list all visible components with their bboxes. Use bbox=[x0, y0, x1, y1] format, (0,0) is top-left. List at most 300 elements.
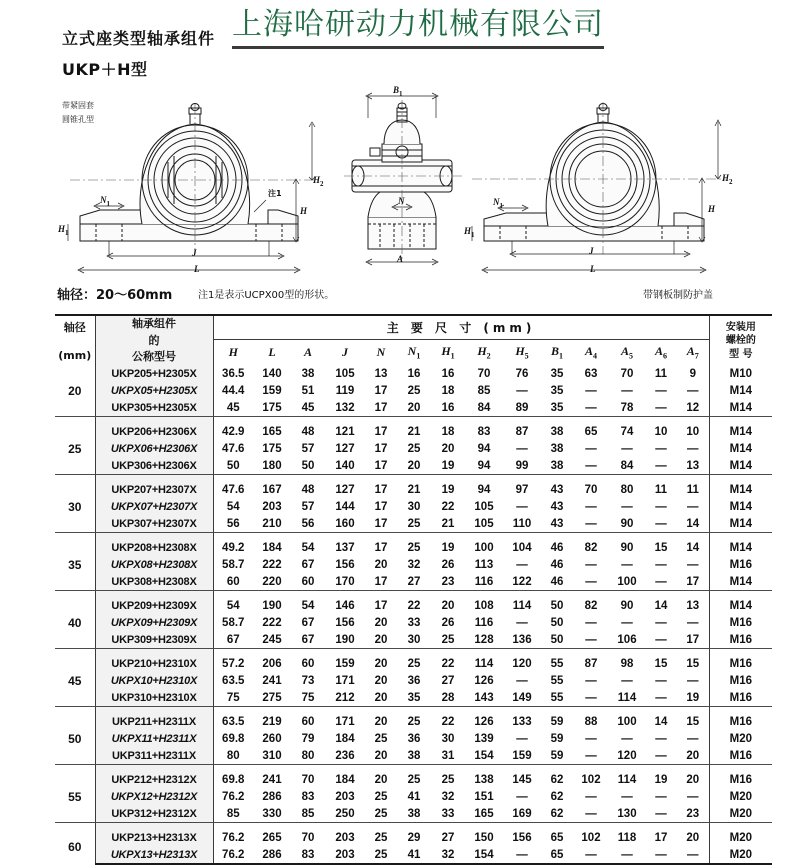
cell-dimension: 190 bbox=[325, 632, 365, 649]
cell-dimension: 14 bbox=[677, 516, 709, 533]
cell-dimension: 159 bbox=[335, 658, 355, 670]
cell-dimension: 250 bbox=[325, 806, 365, 823]
cell-dimension: 245 bbox=[253, 632, 291, 649]
cell-dimension: 150 bbox=[474, 832, 494, 844]
cell-dimension: 76.2 bbox=[213, 847, 253, 864]
header-shaft-dia-label: 轴径 bbox=[63, 321, 86, 335]
cell-bolt-size: M16 bbox=[709, 632, 772, 649]
cell-dimension: 63.5 bbox=[222, 675, 245, 687]
cell-dimension: 85 bbox=[477, 385, 491, 397]
cell-dimension: — bbox=[585, 617, 597, 629]
cell-dimension: 171 bbox=[335, 675, 355, 687]
table-row bbox=[55, 574, 772, 591]
cell-dimension: 88 bbox=[584, 716, 598, 728]
cell-dimension: — bbox=[516, 675, 528, 687]
cell-dimension: 27 bbox=[441, 832, 455, 844]
side-view-drawing bbox=[340, 84, 480, 284]
page-title bbox=[62, 26, 215, 80]
table-row bbox=[55, 557, 772, 574]
cell-bolt-size: M20 bbox=[729, 733, 753, 745]
cell-dimension: 54 bbox=[226, 600, 240, 612]
cell-dimension: 20 bbox=[374, 559, 388, 571]
cell-bolt-size: M20 bbox=[729, 832, 753, 844]
cell-dimension: 94 bbox=[477, 443, 491, 455]
cell-dimension: 78 bbox=[609, 400, 645, 417]
cell-dimension: 43 bbox=[541, 516, 573, 533]
header-sym-H: H bbox=[228, 345, 238, 359]
cell-dimension: 17 bbox=[365, 400, 397, 417]
cell-dimension: — bbox=[645, 748, 677, 765]
header-sym-A7: $A_7$ bbox=[677, 339, 709, 366]
cell-dimension: — bbox=[677, 615, 709, 632]
cell-dimension: 25 bbox=[374, 791, 388, 803]
cell-dimension: 41 bbox=[407, 791, 421, 803]
cell-dimension: — bbox=[655, 617, 667, 629]
header-sym-N1: $N_1$ bbox=[407, 344, 421, 361]
cell-dimension: 203 bbox=[335, 832, 355, 844]
cell-dimension: 286 bbox=[262, 791, 282, 803]
table-row bbox=[55, 441, 772, 458]
cell-shaft-diameter: 60 bbox=[55, 830, 95, 864]
cell-dimension: 13 bbox=[677, 598, 709, 615]
cell-dimension: 33 bbox=[407, 617, 421, 629]
cell-dimension: — bbox=[677, 499, 709, 516]
cell-dimension: 14 bbox=[677, 540, 709, 557]
cell-dimension: 21 bbox=[407, 426, 421, 438]
cell-dimension: 35 bbox=[550, 368, 564, 380]
cell-dimension: 30 bbox=[397, 632, 431, 649]
cell-dimension: 17 bbox=[677, 574, 709, 591]
header-shaft-dia bbox=[55, 315, 95, 366]
cell-dimension: 26 bbox=[441, 559, 455, 571]
cell-dimension: 330 bbox=[253, 806, 291, 823]
cell-dimension: — bbox=[621, 791, 633, 803]
cell-dimension: 222 bbox=[262, 617, 282, 629]
cell-dimension: 121 bbox=[335, 426, 355, 438]
cell-dimension: — bbox=[621, 559, 633, 571]
cell-dimension: 275 bbox=[253, 690, 291, 707]
header-bolt-l2: 螺栓的 bbox=[725, 335, 756, 346]
cell-dimension: — bbox=[645, 400, 677, 417]
cell-dimension: 32 bbox=[431, 847, 465, 864]
cell-model-designation: UKPX09+H2309X bbox=[95, 615, 213, 632]
cell-dimension: — bbox=[573, 690, 609, 707]
cell-dimension: 85 bbox=[213, 806, 253, 823]
cell-dimension: 17 bbox=[374, 501, 388, 513]
cell-shaft-diameter: 55 bbox=[55, 772, 95, 823]
cell-dimension: 58.7 bbox=[222, 559, 245, 571]
cell-dimension: 11 bbox=[654, 368, 668, 380]
cell-model-designation: UKP205+H2305X bbox=[95, 366, 213, 383]
cell-dimension: 43 bbox=[550, 501, 564, 513]
cell-dimension: 156 bbox=[335, 617, 355, 629]
cell-model-designation: UKPX11+H2311X bbox=[95, 731, 213, 748]
dim-label-J-front: J bbox=[192, 248, 197, 258]
cell-dimension: — bbox=[645, 632, 677, 649]
cell-dimension: — bbox=[677, 557, 709, 574]
cell-dimension: 212 bbox=[325, 690, 365, 707]
cell-dimension: — bbox=[585, 501, 597, 513]
cell-model-designation: UKP305+H2305X bbox=[95, 400, 213, 417]
cell-bolt-size: M14 bbox=[729, 501, 753, 513]
cell-dimension: 62 bbox=[550, 774, 564, 786]
header-sym-A5: $A_5$ bbox=[620, 344, 633, 361]
cell-dimension: — bbox=[516, 791, 528, 803]
cell-dimension: 67 bbox=[301, 559, 315, 571]
cell-dimension: 47.6 bbox=[222, 443, 245, 455]
cell-dimension: 184 bbox=[335, 774, 355, 786]
cell-dimension: 29 bbox=[407, 832, 421, 844]
cell-dimension: 70 bbox=[477, 368, 491, 380]
cell-dimension: — bbox=[677, 673, 709, 690]
header-main-dimensions: 主 要 尺 寸 (mm) bbox=[213, 315, 709, 339]
cell-shaft-diameter: 50 bbox=[55, 714, 95, 765]
header-sym-A: A bbox=[303, 345, 312, 359]
cell-dimension: 94 bbox=[465, 458, 503, 475]
cell-dimension: 110 bbox=[503, 516, 541, 533]
cell-dimension: 70 bbox=[301, 832, 315, 844]
cell-dimension: 156 bbox=[335, 559, 355, 571]
cell-dimension: 51 bbox=[301, 385, 315, 397]
cell-dimension: 76.2 bbox=[222, 832, 245, 844]
cell-bolt-size: M20 bbox=[709, 806, 772, 823]
cell-dimension: — bbox=[573, 516, 609, 533]
cell-dimension: 17 bbox=[374, 385, 388, 397]
cell-dimension: 116 bbox=[465, 574, 503, 591]
cell-dimension: 19 bbox=[441, 484, 455, 496]
cell-dimension: 25 bbox=[407, 716, 421, 728]
cell-dimension: 48 bbox=[301, 484, 315, 496]
cell-dimension: 100 bbox=[474, 542, 494, 554]
cell-dimension: 38 bbox=[301, 368, 315, 380]
cell-dimension: 100 bbox=[609, 574, 645, 591]
cell-dimension: 149 bbox=[503, 690, 541, 707]
cell-dimension: 94 bbox=[477, 484, 491, 496]
cell-dimension: — bbox=[645, 574, 677, 591]
cell-dimension: 25 bbox=[365, 847, 397, 864]
group-spacer bbox=[55, 591, 772, 598]
cell-dimension: 82 bbox=[584, 600, 598, 612]
header-model-l1: 轴承组件 bbox=[132, 317, 176, 330]
technical-drawings bbox=[0, 84, 800, 284]
cell-dimension: 20 bbox=[441, 600, 455, 612]
dim-label-H1-front: $H_1$ bbox=[58, 224, 69, 237]
cell-dimension: 89 bbox=[503, 400, 541, 417]
cell-dimension: 74 bbox=[620, 426, 634, 438]
cell-bolt-size: M14 bbox=[729, 484, 753, 496]
cell-dimension: 54 bbox=[226, 501, 240, 513]
cell-model-designation: UKP306+H2306X bbox=[95, 458, 213, 475]
group-spacer bbox=[55, 823, 772, 830]
table-row bbox=[55, 383, 772, 400]
cell-dimension: 20 bbox=[677, 748, 709, 765]
cell-dimension: 100 bbox=[617, 716, 637, 728]
cell-dimension: 102 bbox=[581, 832, 601, 844]
cell-dimension: 159 bbox=[262, 385, 282, 397]
cell-bolt-size: M16 bbox=[729, 658, 753, 670]
cell-dimension: 83 bbox=[477, 426, 491, 438]
cell-dimension: — bbox=[677, 441, 709, 458]
cell-dimension: 25 bbox=[407, 658, 421, 670]
cell-dimension: 44.4 bbox=[222, 385, 245, 397]
cell-dimension: 80 bbox=[620, 484, 634, 496]
table-row bbox=[55, 400, 772, 417]
cell-model-designation: UKP309+H2309X bbox=[95, 632, 213, 649]
cell-dimension: 17 bbox=[654, 832, 668, 844]
cell-dimension: 220 bbox=[253, 574, 291, 591]
cell-dimension: — bbox=[655, 501, 667, 513]
cell-model-designation: UKP206+H2306X bbox=[95, 424, 213, 441]
cell-dimension: 25 bbox=[374, 733, 388, 745]
cell-dimension: 76.2 bbox=[222, 791, 245, 803]
cell-dimension: 67 bbox=[213, 632, 253, 649]
cell-dimension: 120 bbox=[609, 748, 645, 765]
cell-model-designation: UKP213+H2313X bbox=[95, 830, 213, 847]
cell-dimension: 146 bbox=[335, 600, 355, 612]
cell-dimension: 17 bbox=[365, 574, 397, 591]
cell-dimension: 46 bbox=[541, 574, 573, 591]
cell-dimension: 25 bbox=[407, 443, 421, 455]
cell-dimension: 20 bbox=[374, 716, 388, 728]
cell-dimension: 20 bbox=[441, 443, 455, 455]
cell-dimension: 18 bbox=[441, 426, 455, 438]
cell-dimension: 87 bbox=[515, 426, 529, 438]
cell-dimension: 12 bbox=[677, 400, 709, 417]
cell-dimension: 139 bbox=[474, 733, 494, 745]
cell-shaft-diameter: 25 bbox=[55, 424, 95, 475]
dim-label-H2-cover: $H_2$ bbox=[722, 173, 733, 186]
table-row bbox=[55, 632, 772, 649]
cell-dimension: 23 bbox=[677, 806, 709, 823]
cell-dimension: — bbox=[645, 516, 677, 533]
cell-dimension: 21 bbox=[407, 484, 421, 496]
cell-dimension: — bbox=[677, 789, 709, 806]
header-sym-H2: $H_2$ bbox=[477, 344, 491, 361]
cell-dimension: — bbox=[645, 458, 677, 475]
cell-bolt-size: M14 bbox=[709, 516, 772, 533]
cell-model-designation: UKP307+H2307X bbox=[95, 516, 213, 533]
cell-dimension: 167 bbox=[262, 484, 282, 496]
cell-model-designation: UKPX10+H2310X bbox=[95, 673, 213, 690]
cell-model-designation: UKP208+H2308X bbox=[95, 540, 213, 557]
cell-dimension: 105 bbox=[474, 501, 494, 513]
cell-dimension: 17 bbox=[365, 516, 397, 533]
group-spacer bbox=[55, 649, 772, 656]
cell-dimension: 90 bbox=[620, 542, 634, 554]
cell-dimension: 25 bbox=[365, 806, 397, 823]
cell-dimension: 25 bbox=[431, 632, 465, 649]
cell-bolt-size: M16 bbox=[709, 690, 772, 707]
cell-dimension: 140 bbox=[262, 368, 282, 380]
table-row bbox=[55, 366, 772, 383]
cell-bolt-size: M16 bbox=[729, 675, 753, 687]
cell-dimension: 114 bbox=[512, 600, 532, 612]
cell-dimension: 83 bbox=[291, 847, 325, 864]
cell-dimension: 25 bbox=[441, 774, 455, 786]
cell-dimension: 60 bbox=[301, 716, 315, 728]
cell-dimension: — bbox=[677, 731, 709, 748]
cell-dimension: 104 bbox=[512, 542, 532, 554]
table-row bbox=[55, 847, 772, 864]
dim-label-H1-cover: $H_1$ bbox=[464, 226, 475, 239]
cell-dimension: 58.7 bbox=[222, 617, 245, 629]
cell-dimension: 50 bbox=[541, 632, 573, 649]
cell-dimension: — bbox=[573, 632, 609, 649]
cell-dimension: 20 bbox=[374, 774, 388, 786]
cell-model-designation: UKPX08+H2308X bbox=[95, 557, 213, 574]
drawing-note-taper-bore: 圆锥孔型 bbox=[62, 115, 94, 124]
cell-model-designation: UKP308+H2308X bbox=[95, 574, 213, 591]
table-row bbox=[55, 714, 772, 731]
cell-dimension: 30 bbox=[441, 733, 455, 745]
header-model-l3: 公称型号 bbox=[132, 350, 176, 363]
cell-dimension: 63.5 bbox=[222, 716, 245, 728]
table-row bbox=[55, 772, 772, 789]
cell-dimension: 175 bbox=[262, 443, 282, 455]
group-spacer bbox=[55, 417, 772, 424]
cell-dimension: 59 bbox=[550, 716, 564, 728]
cell-dimension: — bbox=[621, 443, 633, 455]
cell-bolt-size: M14 bbox=[709, 458, 772, 475]
cell-dimension: 57 bbox=[301, 501, 315, 513]
cell-dimension: 56 bbox=[291, 516, 325, 533]
cell-dimension: 41 bbox=[397, 847, 431, 864]
cell-bolt-size: M14 bbox=[729, 600, 753, 612]
cell-dimension: 105 bbox=[335, 368, 355, 380]
cell-dimension: 22 bbox=[407, 600, 421, 612]
cell-dimension: 241 bbox=[262, 774, 282, 786]
cell-dimension: 36 bbox=[407, 675, 421, 687]
cell-dimension: 36.5 bbox=[222, 368, 245, 380]
cell-bolt-size: M16 bbox=[729, 716, 753, 728]
group-spacer bbox=[55, 475, 772, 482]
cell-dimension: 310 bbox=[253, 748, 291, 765]
cell-dimension: 48 bbox=[301, 426, 315, 438]
cell-model-designation: UKPX06+H2306X bbox=[95, 441, 213, 458]
cell-shaft-diameter: 45 bbox=[55, 656, 95, 707]
cell-dimension: 184 bbox=[335, 733, 355, 745]
cell-dimension: 265 bbox=[262, 832, 282, 844]
cell-dimension: 102 bbox=[581, 774, 601, 786]
cell-dimension: 16 bbox=[441, 368, 455, 380]
cell-dimension: 219 bbox=[262, 716, 282, 728]
cell-dimension: 203 bbox=[262, 501, 282, 513]
cell-dimension: 19 bbox=[431, 458, 465, 475]
cell-bolt-size: M16 bbox=[729, 774, 753, 786]
cell-dimension: — bbox=[677, 847, 709, 864]
cell-dimension: 60 bbox=[301, 658, 315, 670]
header-sym-A4: $A_4$ bbox=[584, 344, 597, 361]
cell-dimension: 160 bbox=[325, 516, 365, 533]
drawing-note1-marker: 注1 bbox=[268, 189, 282, 198]
cell-dimension: 73 bbox=[301, 675, 315, 687]
cell-dimension: 90 bbox=[620, 600, 634, 612]
cell-model-designation: UKPX05+H2305X bbox=[95, 383, 213, 400]
cell-dimension: 75 bbox=[213, 690, 253, 707]
cell-dimension: 46 bbox=[550, 559, 564, 571]
cell-dimension: — bbox=[516, 385, 528, 397]
cell-dimension: 54 bbox=[301, 600, 315, 612]
table-row bbox=[55, 731, 772, 748]
table-row bbox=[55, 499, 772, 516]
cell-dimension: 28 bbox=[431, 690, 465, 707]
cell-dimension: 54 bbox=[301, 542, 315, 554]
table-row bbox=[55, 540, 772, 557]
cell-dimension: 85 bbox=[291, 806, 325, 823]
cell-dimension: — bbox=[655, 385, 667, 397]
cell-dimension: 20 bbox=[397, 458, 431, 475]
cell-dimension: 17 bbox=[677, 632, 709, 649]
cell-shaft-diameter: 35 bbox=[55, 540, 95, 591]
dim-label-H-front: H bbox=[300, 206, 308, 216]
cell-dimension: 70 bbox=[584, 484, 598, 496]
cell-dimension: 99 bbox=[503, 458, 541, 475]
cell-dimension: 25 bbox=[407, 542, 421, 554]
cell-dimension: 165 bbox=[262, 426, 282, 438]
cell-dimension: 63 bbox=[584, 368, 598, 380]
front-view-drawing bbox=[50, 84, 350, 284]
cell-dimension: — bbox=[573, 574, 609, 591]
cell-model-designation: UKP210+H2310X bbox=[95, 656, 213, 673]
cell-dimension: 108 bbox=[474, 600, 494, 612]
cell-dimension: 80 bbox=[213, 748, 253, 765]
cell-dimension: 151 bbox=[474, 791, 494, 803]
cell-model-designation: UKPX13+H2313X bbox=[95, 847, 213, 864]
cell-dimension: 17 bbox=[374, 484, 388, 496]
cell-dimension: 132 bbox=[325, 400, 365, 417]
cell-dimension: 184 bbox=[262, 542, 282, 554]
cell-shaft-diameter: 30 bbox=[55, 482, 95, 533]
cell-dimension: — bbox=[573, 400, 609, 417]
cell-dimension: — bbox=[516, 501, 528, 513]
cell-dimension: 156 bbox=[512, 832, 532, 844]
cell-dimension: 241 bbox=[262, 675, 282, 687]
table-row bbox=[55, 656, 772, 673]
cell-dimension: 20 bbox=[374, 617, 388, 629]
cell-dimension: 97 bbox=[515, 484, 529, 496]
cell-dimension: — bbox=[585, 385, 597, 397]
group-spacer bbox=[55, 707, 772, 714]
cell-dimension: 83 bbox=[301, 791, 315, 803]
cell-dimension: 70 bbox=[301, 774, 315, 786]
cell-dimension: 57.2 bbox=[222, 658, 245, 670]
cell-dimension: 21 bbox=[431, 516, 465, 533]
cell-dimension: 120 bbox=[512, 658, 532, 670]
cell-dimension: 75 bbox=[291, 690, 325, 707]
cell-dimension: 33 bbox=[431, 806, 465, 823]
cell-dimension: — bbox=[655, 675, 667, 687]
cell-dimension: 165 bbox=[465, 806, 503, 823]
group-spacer bbox=[55, 533, 772, 540]
cell-dimension: 62 bbox=[541, 806, 573, 823]
cell-shaft-diameter: 40 bbox=[55, 598, 95, 649]
cell-dimension: — bbox=[573, 458, 609, 475]
cell-dimension: 69.8 bbox=[222, 733, 245, 745]
cell-dimension: 106 bbox=[609, 632, 645, 649]
cell-dimension: 49.2 bbox=[222, 542, 245, 554]
cell-model-designation: UKPX12+H2312X bbox=[95, 789, 213, 806]
group-spacer bbox=[55, 765, 772, 772]
cell-dimension: 45 bbox=[291, 400, 325, 417]
cell-dimension: 203 bbox=[325, 847, 365, 864]
cell-dimension: 18 bbox=[441, 385, 455, 397]
cell-dimension: 159 bbox=[503, 748, 541, 765]
cell-dimension: 130 bbox=[609, 806, 645, 823]
cell-dimension: 35 bbox=[541, 400, 573, 417]
dim-label-L-front: L bbox=[194, 264, 200, 274]
cell-dimension: — bbox=[585, 675, 597, 687]
table-row bbox=[55, 673, 772, 690]
